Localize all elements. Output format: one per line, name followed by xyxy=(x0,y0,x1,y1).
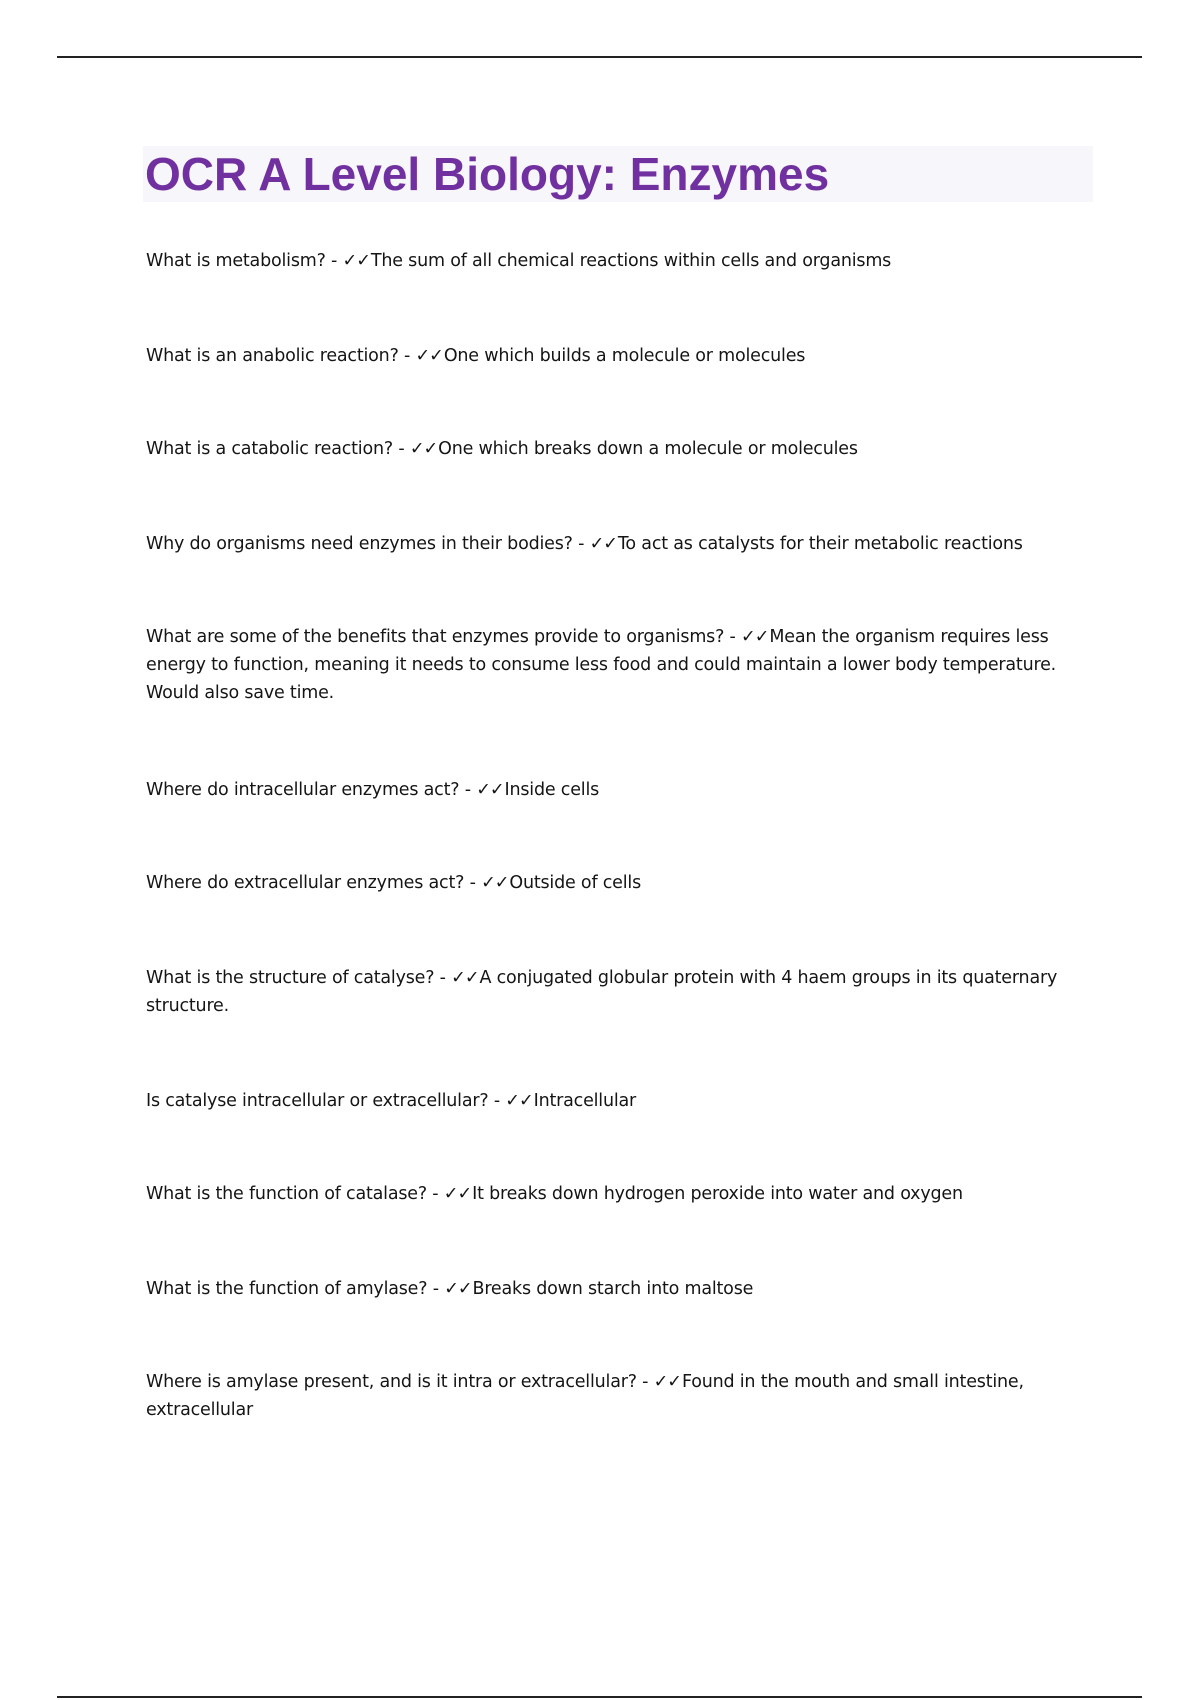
double-check-icon: ✓✓ xyxy=(342,251,370,271)
question-text: What is metabolism? xyxy=(146,251,326,271)
qa-item-benefits xyxy=(146,623,1081,707)
double-check-icon: ✓✓ xyxy=(741,627,769,647)
qa-item-catabolic xyxy=(146,435,1081,463)
separator: - xyxy=(426,1184,444,1204)
question-text: Is catalyse intracellular or extracellular? xyxy=(146,1091,489,1111)
answer-text: Found in the mouth and small intestine, extracellular xyxy=(146,1372,1024,1420)
answer-text: Outside of cells xyxy=(509,873,641,893)
question-text: What are some of the benefits that enzymes provide to organisms? xyxy=(146,627,725,647)
question-text: Where do intracellular enzymes act? xyxy=(146,780,460,800)
qa-item-catalyse-structure xyxy=(146,964,1081,1020)
document-title: OCR A Level Biology: Enzymes xyxy=(145,148,830,200)
separator: - xyxy=(488,1091,506,1111)
double-check-icon: ✓✓ xyxy=(409,439,438,459)
answer-text: Mean the organism requires less energy to function, meaning it needs to consume less food and could maintain a lower body temperature. Would also save time. xyxy=(146,627,1057,703)
question-text: What is the function of amylase? xyxy=(146,1279,428,1299)
separator: - xyxy=(398,346,416,366)
separator: - xyxy=(464,873,482,893)
answer-text: It breaks down hydrogen peroxide into water and oxygen xyxy=(472,1184,963,1204)
question-text: Where do extracellular enzymes act? xyxy=(146,873,465,893)
separator: - xyxy=(636,1372,654,1392)
separator: - xyxy=(325,251,343,271)
qa-item-amylase-function xyxy=(146,1275,1081,1303)
answer-text: One which builds a molecule or molecules xyxy=(443,346,806,366)
qa-item-catalase-function xyxy=(146,1180,1081,1208)
answer-text: Breaks down starch into maltose xyxy=(472,1279,754,1299)
answer-text: Intracellular xyxy=(533,1091,637,1111)
question-text: What is an anabolic reaction? xyxy=(146,346,399,366)
double-check-icon: ✓✓ xyxy=(589,534,617,554)
top-divider xyxy=(57,56,1142,58)
question-text: What is the function of catalase? xyxy=(146,1184,427,1204)
double-check-icon: ✓✓ xyxy=(481,873,509,893)
question-text: Why do organisms need enzymes in their bodies? xyxy=(146,534,573,554)
qa-item-catalyse-location xyxy=(146,1087,1081,1115)
answer-text: To act as catalysts for their metabolic reactions xyxy=(617,534,1023,554)
double-check-icon: ✓✓ xyxy=(444,1279,472,1299)
double-check-icon: ✓✓ xyxy=(443,1184,472,1204)
question-text: Where is amylase present, and is it intra or extracellular? xyxy=(146,1372,637,1392)
bottom-divider xyxy=(57,1696,1142,1698)
separator: - xyxy=(572,534,590,554)
separator: - xyxy=(724,627,742,647)
double-check-icon: ✓✓ xyxy=(451,968,479,988)
question-text: What is a catabolic reaction? xyxy=(146,439,393,459)
double-check-icon: ✓✓ xyxy=(415,346,443,366)
qa-item-amylase-location xyxy=(146,1368,1081,1424)
answer-text: One which breaks down a molecule or molecules xyxy=(438,439,858,459)
qa-item-extracellular xyxy=(146,869,1081,897)
answer-text: The sum of all chemical reactions within cells and organisms xyxy=(370,251,892,271)
qa-item-intracellular xyxy=(146,776,1081,804)
qa-item-metabolism xyxy=(146,247,1081,275)
qa-item-why-enzymes xyxy=(146,530,1081,558)
separator: - xyxy=(427,1279,445,1299)
answer-text: A conjugated globular protein with 4 haem groups in its quaternary structure. xyxy=(146,968,1058,1016)
separator: - xyxy=(392,439,410,459)
separator: - xyxy=(459,780,477,800)
separator: - xyxy=(434,968,452,988)
double-check-icon: ✓✓ xyxy=(476,780,504,800)
double-check-icon: ✓✓ xyxy=(653,1372,681,1392)
answer-text: Inside cells xyxy=(504,780,600,800)
question-text: What is the structure of catalyse? xyxy=(146,968,435,988)
title-band xyxy=(143,146,1093,202)
qa-item-anabolic xyxy=(146,342,1081,370)
double-check-icon: ✓✓ xyxy=(505,1091,533,1111)
